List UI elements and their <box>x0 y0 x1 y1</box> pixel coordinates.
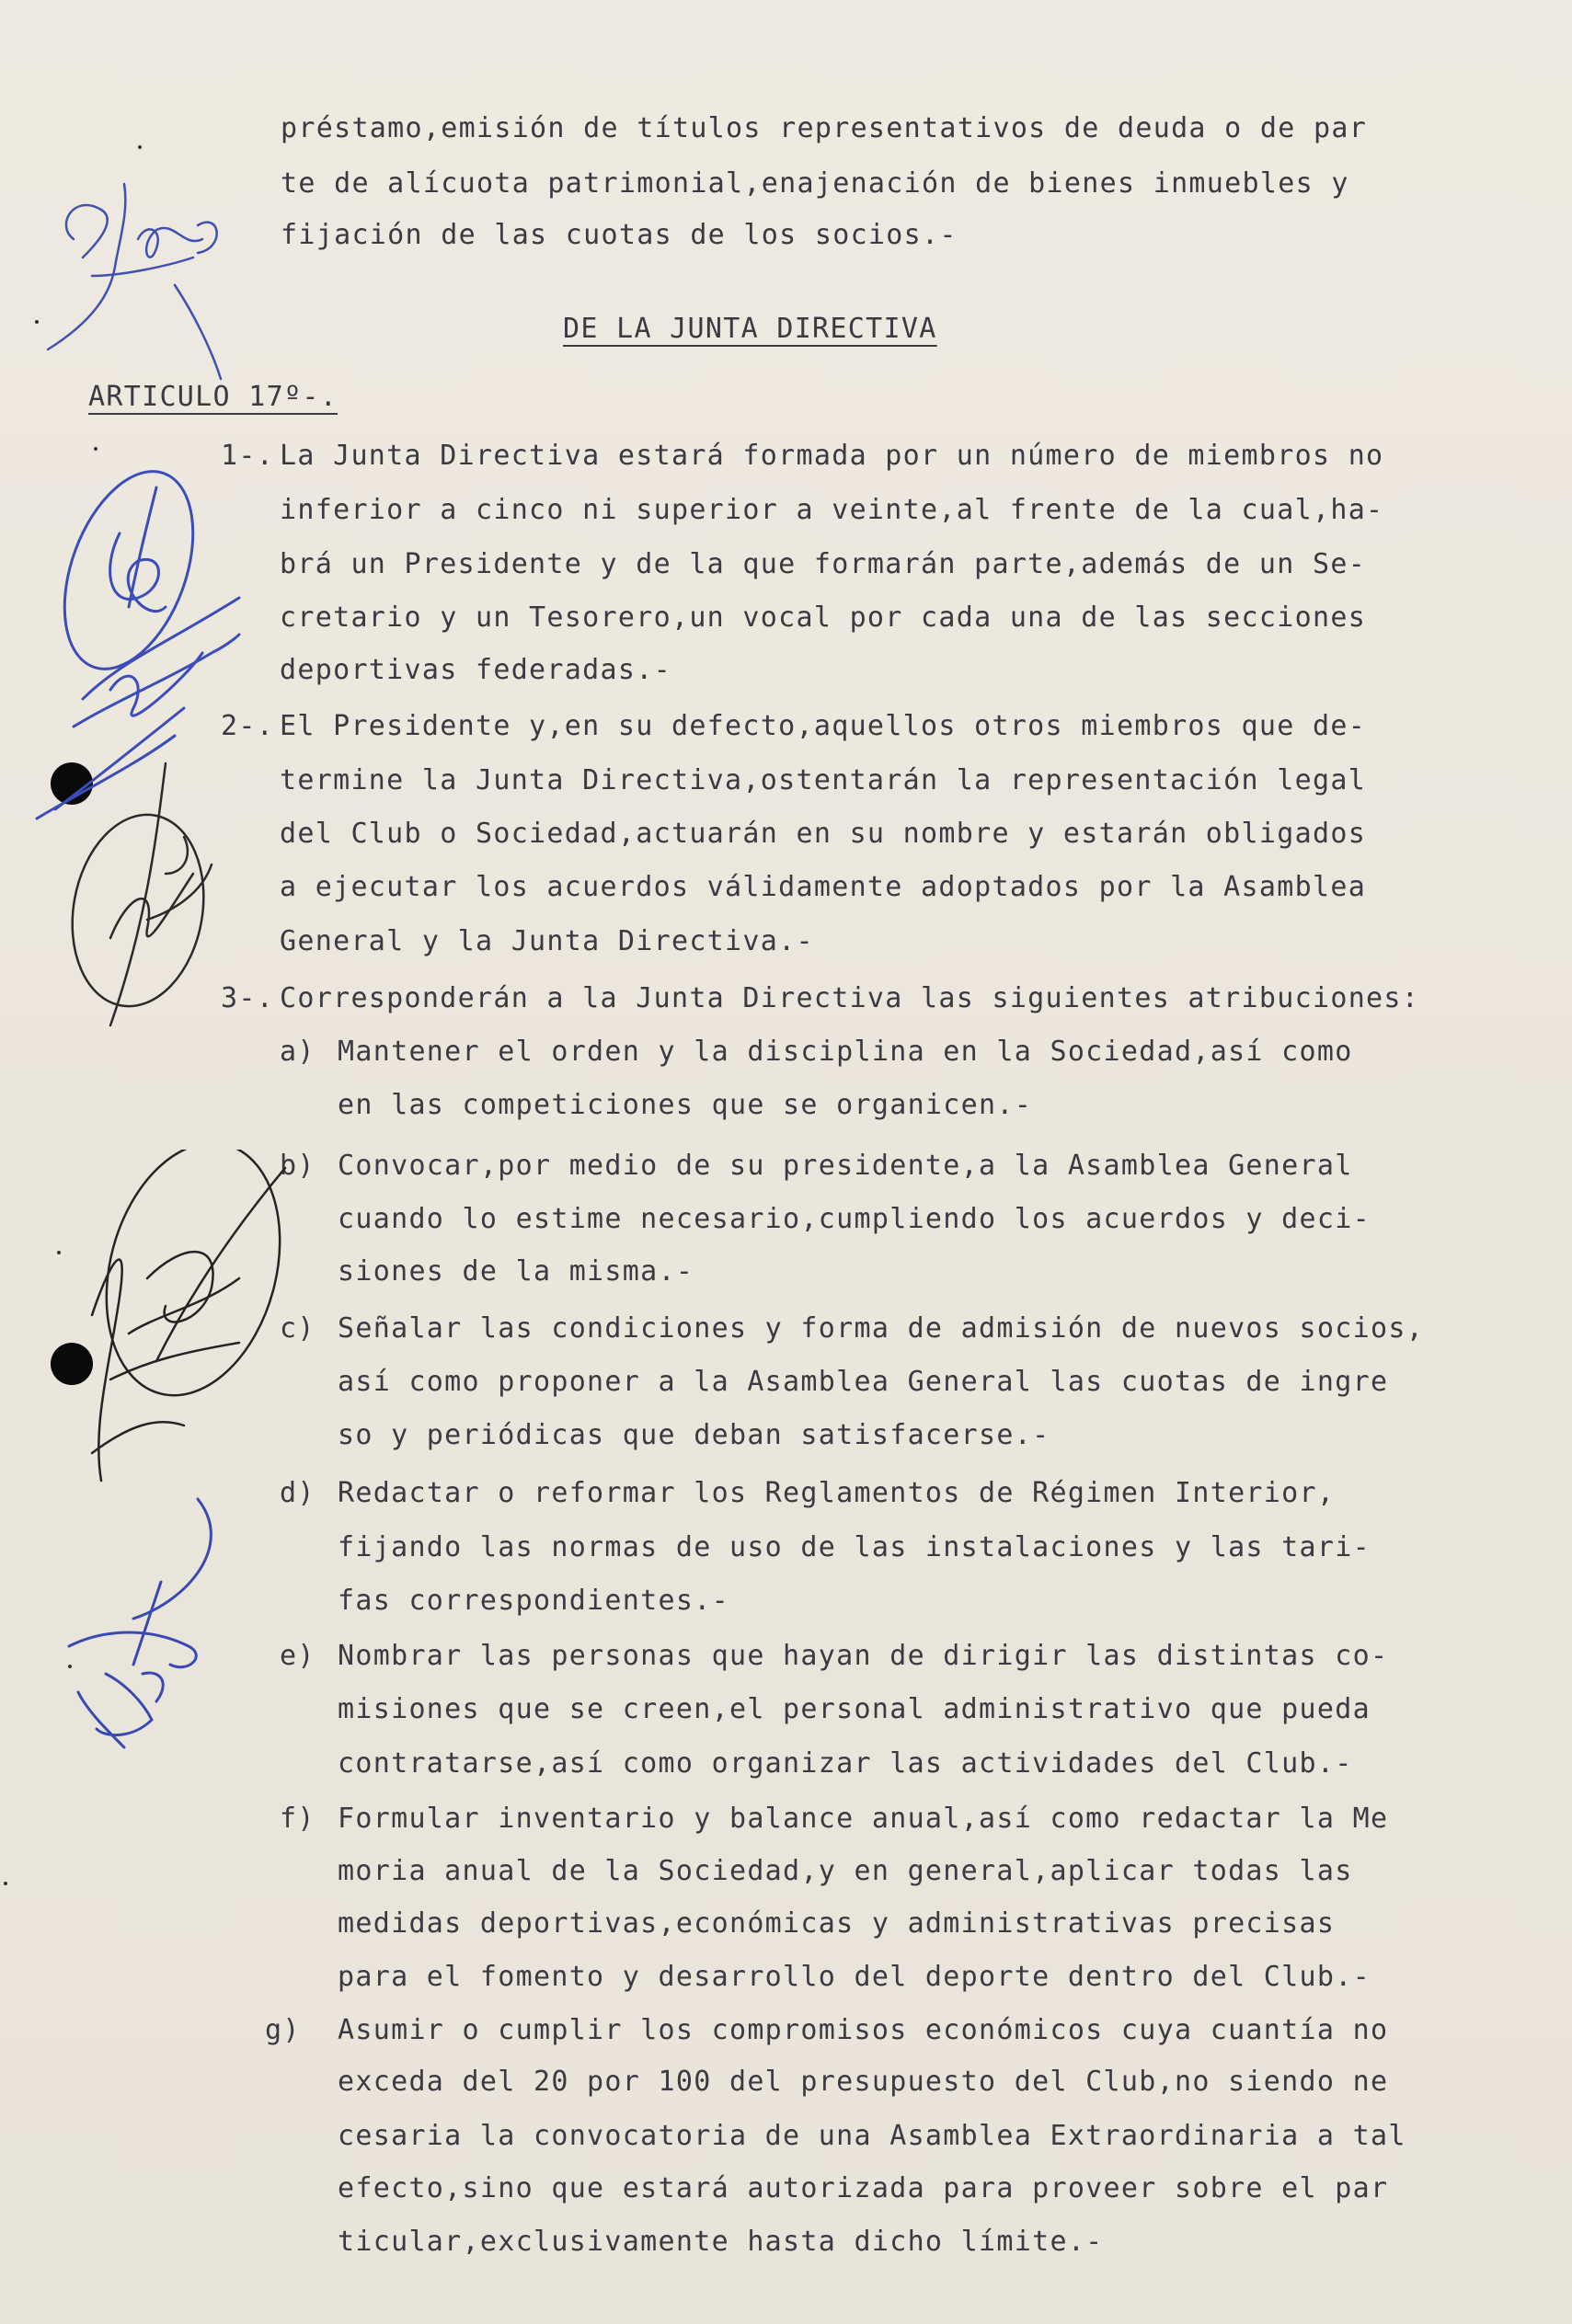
item-3-marker: 3-. <box>221 982 275 1014</box>
subitem-b-marker: b) <box>280 1150 316 1182</box>
subitem-d-marker: d) <box>280 1477 316 1509</box>
subitem-b-line-2: cuando lo estime necesario,cumpliendo los acuerdos y deci- <box>338 1203 1371 1235</box>
margin-speck <box>94 447 98 451</box>
signature-initials <box>37 138 258 386</box>
item-1-line-1: La Junta Directiva estará formada por un número de miembros no <box>280 440 1384 472</box>
subitem-b-line-1: Convocar,por medio de su presidente,a la Asamblea General <box>338 1150 1353 1182</box>
section-heading: DE LA JUNTA DIRECTIVA <box>563 313 937 345</box>
subitem-c-line-3: so y periódicas que deban satisfacerse.- <box>338 1419 1050 1451</box>
intro-line-1: préstamo,emisión de títulos representativos de deuda o de par <box>281 112 1368 144</box>
subitem-e-line-3: contratarse,así como organizar las actividades del Club.- <box>338 1747 1353 1780</box>
article-title: ARTICULO 17º-. <box>88 381 338 413</box>
signature-third <box>55 754 239 1030</box>
subitem-g-line-5: ticular,exclusivamente hasta dicho límite.- <box>338 2226 1104 2258</box>
subitem-e-line-2: misiones que se creen,el personal administrativo que pueda <box>338 1693 1371 1725</box>
subitem-a-line-1: Mantener el orden y la disciplina en la Sociedad,así como <box>338 1036 1353 1068</box>
subitem-c-line-2: así como proponer a la Asamblea General las cuotas de ingre <box>338 1366 1389 1398</box>
subitem-c-marker: c) <box>280 1312 316 1345</box>
item-1-line-4: cretario y un Tesorero,un vocal por cada una de las secciones <box>280 601 1367 634</box>
subitem-e-marker: e) <box>280 1640 316 1672</box>
item-1-marker: 1-. <box>221 440 275 472</box>
subitem-f-line-3: medidas deportivas,económicas y administrativas precisas <box>338 1907 1336 1940</box>
item-3-line-1: Corresponderán a la Junta Directiva las siguientes atribuciones: <box>280 982 1420 1014</box>
subitem-g-marker: g) <box>265 2014 301 2046</box>
intro-line-3: fijación de las cuotas de los socios.- <box>281 219 958 251</box>
subitem-f-line-2: moria anual de la Sociedad,y en general,aplicar todas las <box>338 1855 1353 1887</box>
item-2-line-2: termine la Junta Directiva,ostentarán la representación legal <box>280 764 1367 796</box>
subitem-f-marker: f) <box>280 1803 316 1835</box>
subitem-f-line-1: Formular inventario y balance anual,así como redactar la Me <box>338 1803 1389 1835</box>
subitem-g-line-1: Asumir o cumplir los compromisos económicos cuya cuantía no <box>338 2014 1389 2046</box>
item-2-marker: 2-. <box>221 710 275 742</box>
item-2-line-5: General y la Junta Directiva.- <box>280 925 814 957</box>
subitem-c-line-1: Señalar las condiciones y forma de admisión de nuevos socios, <box>338 1312 1425 1345</box>
intro-line-2: te de alícuota patrimonial,enajenación de bienes inmuebles y <box>281 167 1349 200</box>
item-1-line-2: inferior a cinco ni superior a veinte,al frente de la cual,ha- <box>280 494 1384 526</box>
item-1-line-3: brá un Presidente y de la que formarán parte,además de un Se- <box>280 548 1367 580</box>
subitem-g-line-4: efecto,sino que estará autorizada para proveer sobre el par <box>338 2172 1389 2204</box>
signature-fifth <box>51 1490 253 1757</box>
item-2-line-4: a ejecutar los acuerdos válidamente adoptados por la Asamblea <box>280 871 1367 903</box>
item-2-line-3: del Club o Sociedad,actuarán en su nombre y estarán obligados <box>280 818 1367 850</box>
item-1-line-5: deportivas federadas.- <box>280 654 671 686</box>
subitem-f-line-4: para el fomento y desarrollo del deporte dentro del Club.- <box>338 1961 1371 1993</box>
subitem-d-line-3: fas correspondientes.- <box>338 1585 729 1617</box>
subitem-a-marker: a) <box>280 1036 316 1068</box>
subitem-a-line-2: en las competiciones que se organicen.- <box>338 1089 1033 1121</box>
margin-speck <box>4 1882 7 1885</box>
subitem-g-line-2: exceda del 20 por 100 del presupuesto del Club,no siendo ne <box>338 2066 1389 2098</box>
subitem-d-line-2: fijando las normas de uso de las instalaciones y las tari- <box>338 1531 1371 1563</box>
subitem-d-line-1: Redactar o reformar los Reglamentos de Régimen Interior, <box>338 1477 1336 1509</box>
subitem-e-line-1: Nombrar las personas que hayan de dirigir las distintas co- <box>338 1640 1389 1672</box>
item-2-line-1: El Presidente y,en su defecto,aquellos otros miembros que de- <box>280 710 1367 742</box>
subitem-b-line-3: siones de la misma.- <box>338 1255 694 1288</box>
subitem-g-line-3: cesaria la convocatoria de una Asamblea Extraordinaria a tal <box>338 2120 1406 2152</box>
